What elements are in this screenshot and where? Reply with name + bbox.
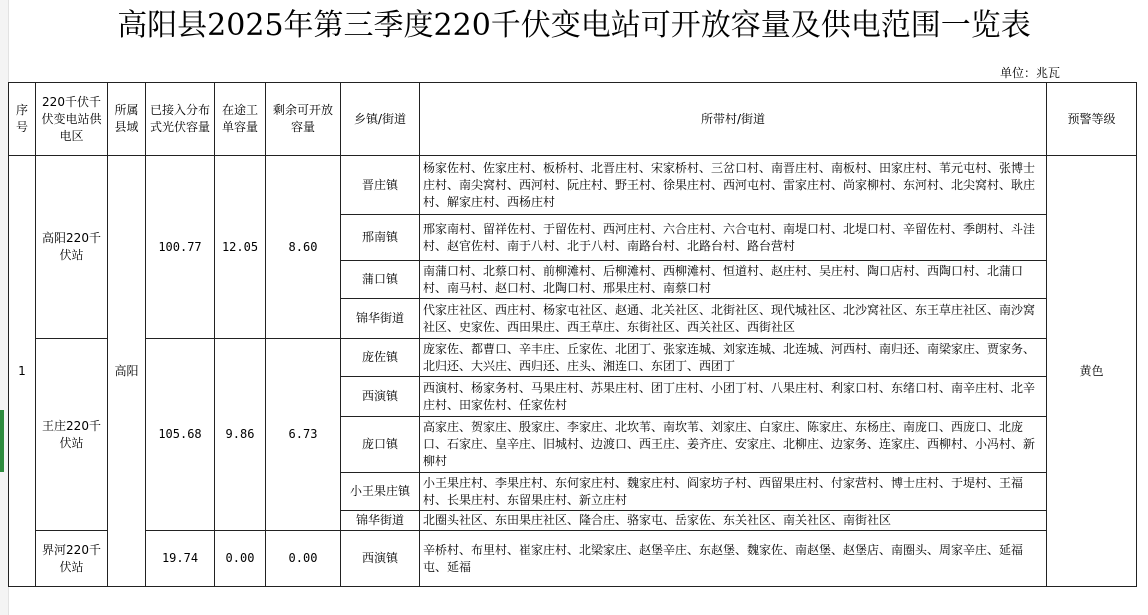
villages-cell: 代家庄社区、西庄村、杨家屯社区、赵通、北关社区、北街社区、现代城社区、北沙窝社区、东王草庄社区、南沙窝社区、史家佐、西田果庄、西王草庄、东街社区、西关社区、西街社区 (420, 299, 1047, 339)
table-row[interactable] (9, 339, 1137, 377)
villages-cell: 邢家南村、留祥佐村、于留佐村、西河庄村、六合庄村、六合屯村、南堤口村、北堤口村、辛留佐村、季朗村、斗洼村、赵官佐村、南于八村、北于八村、南路台村、北路台村、路台营村 (420, 215, 1047, 261)
header-row (9, 83, 1137, 156)
header-seq: 序号 (9, 83, 36, 156)
town-cell: 锦华街道 (341, 511, 420, 531)
station-name-cell: 王庄220千伏站 (36, 339, 108, 531)
inprogress-capacity-cell: 12.05 (215, 156, 266, 339)
table-row[interactable] (9, 531, 1137, 587)
table-row[interactable] (9, 156, 1137, 215)
connected-capacity-cell: 19.74 (146, 531, 215, 587)
villages-cell: 北圈头社区、东田果庄社区、隆合庄、骆家屯、岳家佐、东关社区、南关社区、南街社区 (420, 511, 1047, 531)
header-town: 乡镇/街道 (341, 83, 420, 156)
station-name-cell: 高阳220千伏站 (36, 156, 108, 339)
town-cell: 邢南镇 (341, 215, 420, 261)
inprogress-capacity-cell: 9.86 (215, 339, 266, 531)
town-cell: 西演镇 (341, 531, 420, 587)
remaining-capacity-cell: 8.60 (266, 156, 341, 339)
warning-level-cell: 黄色 (1047, 156, 1137, 587)
villages-cell: 高家庄、贺家庄、殷家庄、李家庄、北坎苇、南坎苇、刘家庄、白家庄、陈家庄、东杨庄、南庞口、西庞口、北庞口、石家庄、皇辛庄、旧城村、边渡口、西王庄、姜齐庄、安家庄、北柳庄、边家务、连家庄、西柳村、小冯村、新柳村 (420, 417, 1047, 473)
remaining-capacity-cell: 6.73 (266, 339, 341, 531)
inprogress-capacity-cell: 0.00 (215, 531, 266, 587)
town-cell: 晋庄镇 (341, 156, 420, 215)
page-title: 高阳县2025年第三季度220千伏变电站可开放容量及供电范围一览表 (117, 8, 1031, 43)
town-cell: 西演镇 (341, 377, 420, 417)
header-connected: 已接入分布式光伏容量 (146, 83, 215, 156)
header-remaining: 剩余可开放容量 (266, 83, 341, 156)
villages-cell: 小王果庄村、李果庄村、东何家庄村、魏家庄村、阎家坊子村、西留果庄村、付家营村、博士庄村、于堤村、王福村、长果庄村、东留果庄村、新立庄村 (420, 473, 1047, 511)
header-inprogress: 在途工单容量 (215, 83, 266, 156)
villages-cell: 辛桥村、布里村、崔家庄村、北梁家庄、赵堡辛庄、东赵堡、魏家佐、南赵堡、赵堡店、南圈头、周家辛庄、延福屯、延福 (420, 531, 1047, 587)
capacity-table (8, 82, 1137, 587)
town-cell: 蒲口镇 (341, 261, 420, 299)
header-warning: 预警等级 (1047, 83, 1137, 156)
unit-label: 单位：兆瓦 (1000, 66, 1061, 80)
connected-capacity-cell: 100.77 (146, 156, 215, 339)
villages-cell: 西演村、杨家务村、马果庄村、苏果庄村、团丁庄村、小团丁村、八果庄村、利家口村、东绪口村、南辛庄村、北辛庄村、田家佐村、任家佐村 (420, 377, 1047, 417)
connected-capacity-cell: 105.68 (146, 339, 215, 531)
town-cell: 锦华街道 (341, 299, 420, 339)
selected-row-indicator (0, 410, 4, 472)
villages-cell: 庞家佐、都曹口、辛丰庄、丘家佐、北团丁、张家连城、刘家连城、北连城、河西村、南归还、南梁家庄、贾家务、北归还、大兴庄、西归还、庄头、湘连口、东团丁、西团丁 (420, 339, 1047, 377)
remaining-capacity-cell: 0.00 (266, 531, 341, 587)
town-cell: 小王果庄镇 (341, 473, 420, 511)
villages-cell: 杨家佐村、佐家庄村、板桥村、北晋庄村、宋家桥村、三岔口村、南晋庄村、南板村、田家庄村、苇元屯村、张博士庄村、南尖窝村、西河村、阮庄村、野王村、徐果庄村、西河屯村、雷家庄村、尚家柳村、东河村、北尖窝村、耿庄村、解家庄村、西杨庄村 (420, 156, 1047, 215)
header-county: 所属县域 (108, 83, 146, 156)
header-villages: 所带村/街道 (420, 83, 1047, 156)
county-cell: 高阳 (108, 156, 146, 587)
seq-cell: 1 (9, 156, 36, 587)
villages-cell: 南蒲口村、北蔡口村、前柳滩村、后柳滩村、西柳滩村、恒道村、赵庄村、吴庄村、陶口店村、西陶口村、北蒲口村、南马村、赵口村、北陶口村、邢果庄村、南蔡口村 (420, 261, 1047, 299)
town-cell: 庞口镇 (341, 417, 420, 473)
station-name-cell: 界河220千伏站 (36, 531, 108, 587)
town-cell: 庞佐镇 (341, 339, 420, 377)
header-station: 220千伏千伏变电站供电区 (36, 83, 108, 156)
